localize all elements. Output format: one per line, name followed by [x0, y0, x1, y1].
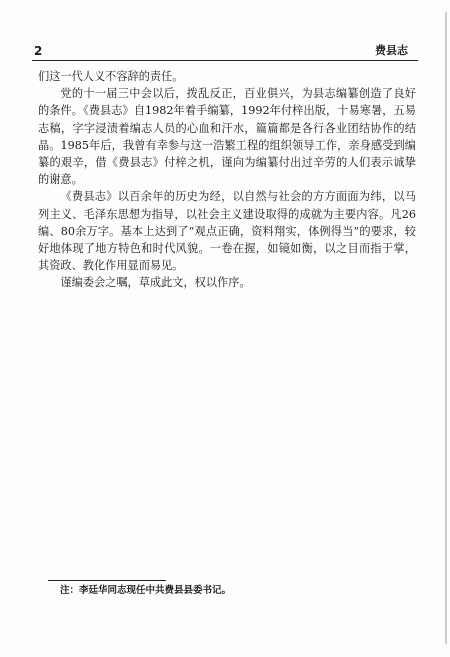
page-header — [32, 36, 418, 58]
paragraph-continuation: 们这一代人义不容辞的责任。 — [38, 70, 184, 83]
paragraph: 党的十一届三中会以后，拨乱反正，百业俱兴，为县志编纂创造了良好的条件。《费县志》自1982年着手编纂，1992年付梓出版，十易寒暑，五易志稿，字字浸渍着编志人员的心血和汗水，篇篇都是各行各业团结协作的结晶。1985年后，我曾有幸参与这一浩繁工程的组织领导工作，亲身感受到编纂的艰辛，借《费县志》付梓之机，谨向为编纂付出过辛劳的人们表示诚挚的谢意。 — [38, 87, 416, 187]
header-rule — [32, 60, 418, 61]
page-number: 2 — [34, 44, 43, 58]
body-text — [38, 68, 416, 292]
scan-edge-shadow — [445, 12, 447, 644]
footnote: 注：李廷华同志现任中共费县县委书记。 — [60, 585, 232, 596]
running-head: 费县志 — [375, 44, 408, 57]
paragraph: 《费县志》以百余年的历史为经，以自然与社会的方方面面为纬，以马列主义、毛泽东思想为指导，以社会主义建设取得的成就为主要内容。凡26编、80余万字。基本上达到了“观点正确，资料翔实，体例得当”的要求，较好地体现了地方特色和时代风貌。一卷在握，如镜如衡，以之目而指于掌，其资政、教化作用显而易见。 — [38, 190, 416, 273]
paragraph: 谨编委会之嘱，草成此文，权以作序。 — [60, 276, 251, 290]
footnote-rule — [48, 580, 166, 581]
